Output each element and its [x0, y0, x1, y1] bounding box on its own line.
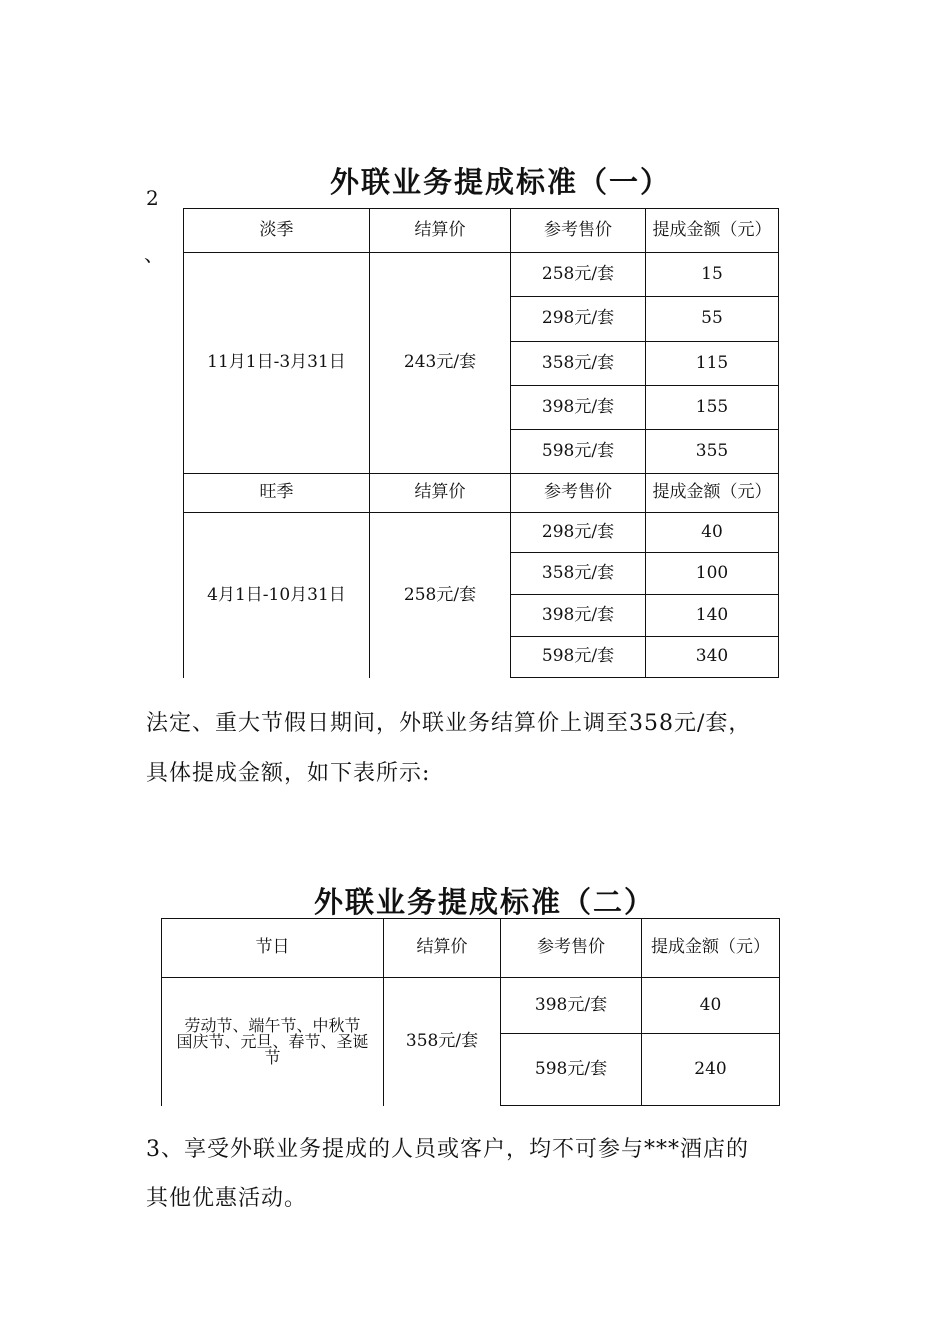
- commission-cell: 140: [645, 594, 779, 636]
- ref-price-cell: 358元/套: [510, 552, 645, 594]
- commission-cell: 340: [645, 636, 779, 678]
- header-commission: 提成金额（元）: [641, 918, 780, 977]
- period-off-season: 11月1日-3月31日: [183, 252, 369, 473]
- header-settlement: 结算价: [369, 473, 510, 512]
- header-holiday: 节日: [161, 918, 383, 977]
- commission-cell: 155: [645, 385, 779, 429]
- paragraph-note-line2: 其他优惠活动。: [146, 1186, 308, 1211]
- ref-price-cell: 398元/套: [510, 385, 645, 429]
- settlement-peak-season: 258元/套: [369, 512, 510, 678]
- ref-price-cell: 258元/套: [510, 252, 645, 296]
- paragraph-holiday-line2: 具体提成金额，如下表所示:: [146, 761, 431, 786]
- commission-cell: 355: [645, 429, 779, 473]
- header-ref-price: 参考售价: [510, 208, 645, 252]
- ref-price-cell: 398元/套: [510, 594, 645, 636]
- table1-title: 外联业务提成标准（一）: [330, 165, 672, 199]
- commission-cell: 40: [645, 512, 779, 552]
- commission-cell: 100: [645, 552, 779, 594]
- section-number-mark: 、: [144, 242, 164, 266]
- header-settlement: 结算价: [369, 208, 510, 252]
- header-season: 淡季: [183, 208, 369, 252]
- ref-price-cell: 598元/套: [510, 429, 645, 473]
- ref-price-cell: 298元/套: [510, 296, 645, 341]
- header-ref-price: 参考售价: [500, 918, 641, 977]
- settlement-off-season: 243元/套: [369, 252, 510, 473]
- ref-price-cell: 358元/套: [510, 341, 645, 385]
- header-ref-price: 参考售价: [510, 473, 645, 512]
- header-season: 旺季: [183, 473, 369, 512]
- table2-title: 外联业务提成标准（二）: [314, 885, 656, 919]
- header-commission: 提成金额（元）: [645, 473, 779, 512]
- commission-cell: 115: [645, 341, 779, 385]
- ref-price-cell: 598元/套: [500, 1033, 641, 1106]
- commission-cell: 40: [641, 977, 780, 1033]
- paragraph-holiday-line1: 法定、重大节假日期间，外联业务结算价上调至358元/套，: [146, 711, 752, 736]
- ref-price-cell: 598元/套: [510, 636, 645, 678]
- settlement-holiday: 358元/套: [383, 977, 500, 1106]
- period-peak-season: 4月1日-10月31日: [183, 512, 369, 678]
- commission-cell: 15: [645, 252, 779, 296]
- section-number: 2: [146, 186, 159, 210]
- paragraph-note-line1: 3、享受外联业务提成的人员或客户，均不可参与***酒店的: [146, 1137, 749, 1162]
- header-settlement: 结算价: [383, 918, 500, 977]
- holiday-list: 劳动节、端午节、中秋节 国庆节、元旦、春节、圣诞 节: [161, 977, 383, 1106]
- commission-cell: 55: [645, 296, 779, 341]
- commission-cell: 240: [641, 1033, 780, 1106]
- ref-price-cell: 398元/套: [500, 977, 641, 1033]
- ref-price-cell: 298元/套: [510, 512, 645, 552]
- header-commission: 提成金额（元）: [645, 208, 779, 252]
